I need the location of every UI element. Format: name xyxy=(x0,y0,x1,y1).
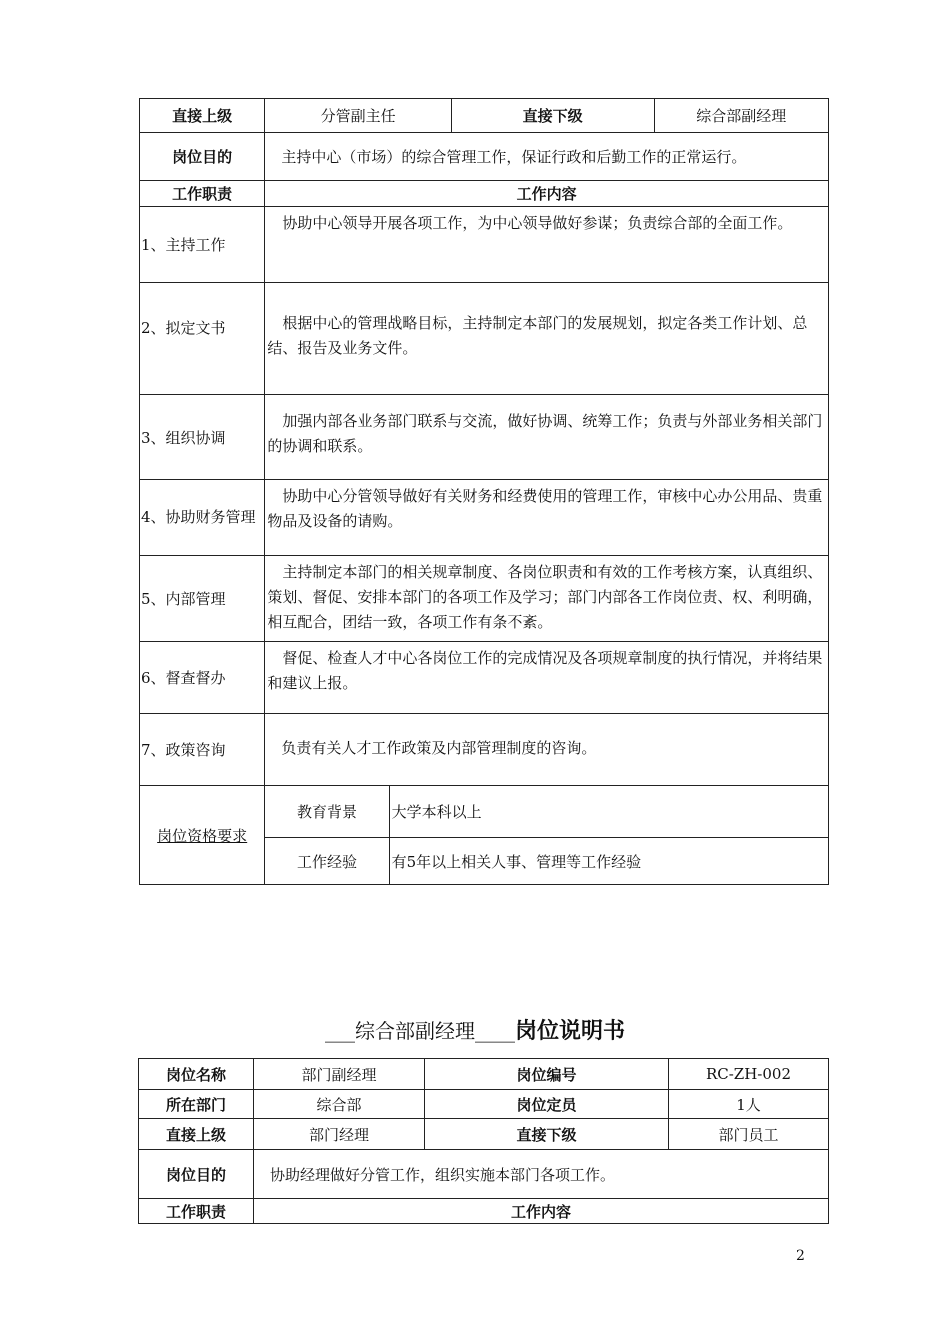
purpose-row xyxy=(140,133,829,181)
info-row xyxy=(139,1090,829,1119)
content-column-header: 工作内容 xyxy=(265,181,829,207)
code-value: RC-ZH-002 xyxy=(669,1059,829,1090)
column-header-row xyxy=(140,181,829,207)
code-label: 岗位编号 xyxy=(425,1059,669,1090)
qualification-row xyxy=(140,786,829,838)
content-cell: 负责有关人才工作政策及内部管理制度的咨询。 xyxy=(265,714,829,786)
duty-cell: 1、主持工作 xyxy=(140,207,265,283)
reporting-row xyxy=(140,99,829,133)
purpose-label: 岗位目的 xyxy=(139,1150,254,1199)
content-cell: 协助中心分管领导做好有关财务和经费使用的管理工作，审核中心办公用品、贵重物品及设备的请购。 xyxy=(265,480,829,556)
duty-cell: 5、内部管理 xyxy=(140,556,265,642)
education-label: 教育背景 xyxy=(265,786,389,838)
info-row xyxy=(139,1059,829,1090)
table-row xyxy=(140,556,829,642)
duty-cell: 2、拟定文书 xyxy=(140,283,265,395)
qualification-label: 岗位资格要求 xyxy=(140,786,265,885)
superior-value: 分管副主任 xyxy=(265,99,451,133)
content-column-header: 工作内容 xyxy=(254,1199,829,1224)
duty-cell: 3、组织协调 xyxy=(140,395,265,480)
job-description-table-1 xyxy=(139,98,829,885)
table-row xyxy=(140,642,829,714)
content-cell: 根据中心的管理战略目标，主持制定本部门的发展规划，拟定各类工作计划、总结、报告及业务文件。 xyxy=(265,283,829,395)
subordinate-label: 直接下级 xyxy=(425,1119,669,1150)
dept-value: 综合部 xyxy=(254,1090,425,1119)
content-cell: 加强内部各业务部门联系与交流，做好协调、统筹工作；负责与外部业务相关部门的协调和联系。 xyxy=(265,395,829,480)
experience-value: 有5年以上相关人事、管理等工作经验 xyxy=(389,838,828,885)
duty-cell: 7、政策咨询 xyxy=(140,714,265,786)
experience-label: 工作经验 xyxy=(265,838,389,885)
title-position: 综合部副经理 xyxy=(354,1019,475,1043)
table-row xyxy=(140,283,829,395)
duty-cell: 4、协助财务管理 xyxy=(140,480,265,556)
table-row xyxy=(140,395,829,480)
table-row xyxy=(140,207,829,283)
superior-label: 直接上级 xyxy=(140,99,265,133)
dept-label: 所在部门 xyxy=(139,1090,254,1119)
content-cell: 协助中心领导开展各项工作，为中心领导做好参谋；负责综合部的全面工作。 xyxy=(265,207,829,283)
job-description-table-2 xyxy=(138,1058,829,1224)
title-doc: 岗位说明书 xyxy=(514,1019,625,1044)
quota-label: 岗位定员 xyxy=(425,1090,669,1119)
subordinate-value: 综合部副经理 xyxy=(654,99,828,133)
table-row xyxy=(140,714,829,786)
duty-column-header: 工作职责 xyxy=(140,181,265,207)
title-suffix: ____ xyxy=(474,1019,515,1043)
info-row xyxy=(139,1119,829,1150)
purpose-text: 主持中心（市场）的综合管理工作，保证行政和后勤工作的正常运行。 xyxy=(265,133,829,181)
education-value: 大学本科以上 xyxy=(389,786,828,838)
superior-value: 部门经理 xyxy=(254,1119,425,1150)
quota-value: 1人 xyxy=(669,1090,829,1119)
duty-column-header: 工作职责 xyxy=(139,1199,254,1224)
superior-label: 直接上级 xyxy=(139,1119,254,1150)
title-prefix: ___ xyxy=(324,1019,355,1043)
page-title xyxy=(0,1014,950,1045)
content-cell: 督促、检查人才中心各岗位工作的完成情况及各项规章制度的执行情况，并将结果和建议上报。 xyxy=(265,642,829,714)
duty-cell: 6、督查督办 xyxy=(140,642,265,714)
purpose-text: 协助经理做好分管工作，组织实施本部门各项工作。 xyxy=(254,1150,829,1199)
column-header-row xyxy=(139,1199,829,1224)
content-cell: 主持制定本部门的相关规章制度、各岗位职责和有效的工作考核方案，认真组织、策划、督促、安排本部门的各项工作及学习；部门内部各工作岗位责、权、利明确，相互配合，团结一致，各项工作有条不紊。 xyxy=(265,556,829,642)
subordinate-value: 部门员工 xyxy=(669,1119,829,1150)
table-row xyxy=(140,480,829,556)
subordinate-label: 直接下级 xyxy=(451,99,654,133)
name-label: 岗位名称 xyxy=(139,1059,254,1090)
purpose-label: 岗位目的 xyxy=(140,133,265,181)
page-number: 2 xyxy=(796,1248,805,1264)
purpose-row xyxy=(139,1150,829,1199)
name-value: 部门副经理 xyxy=(254,1059,425,1090)
